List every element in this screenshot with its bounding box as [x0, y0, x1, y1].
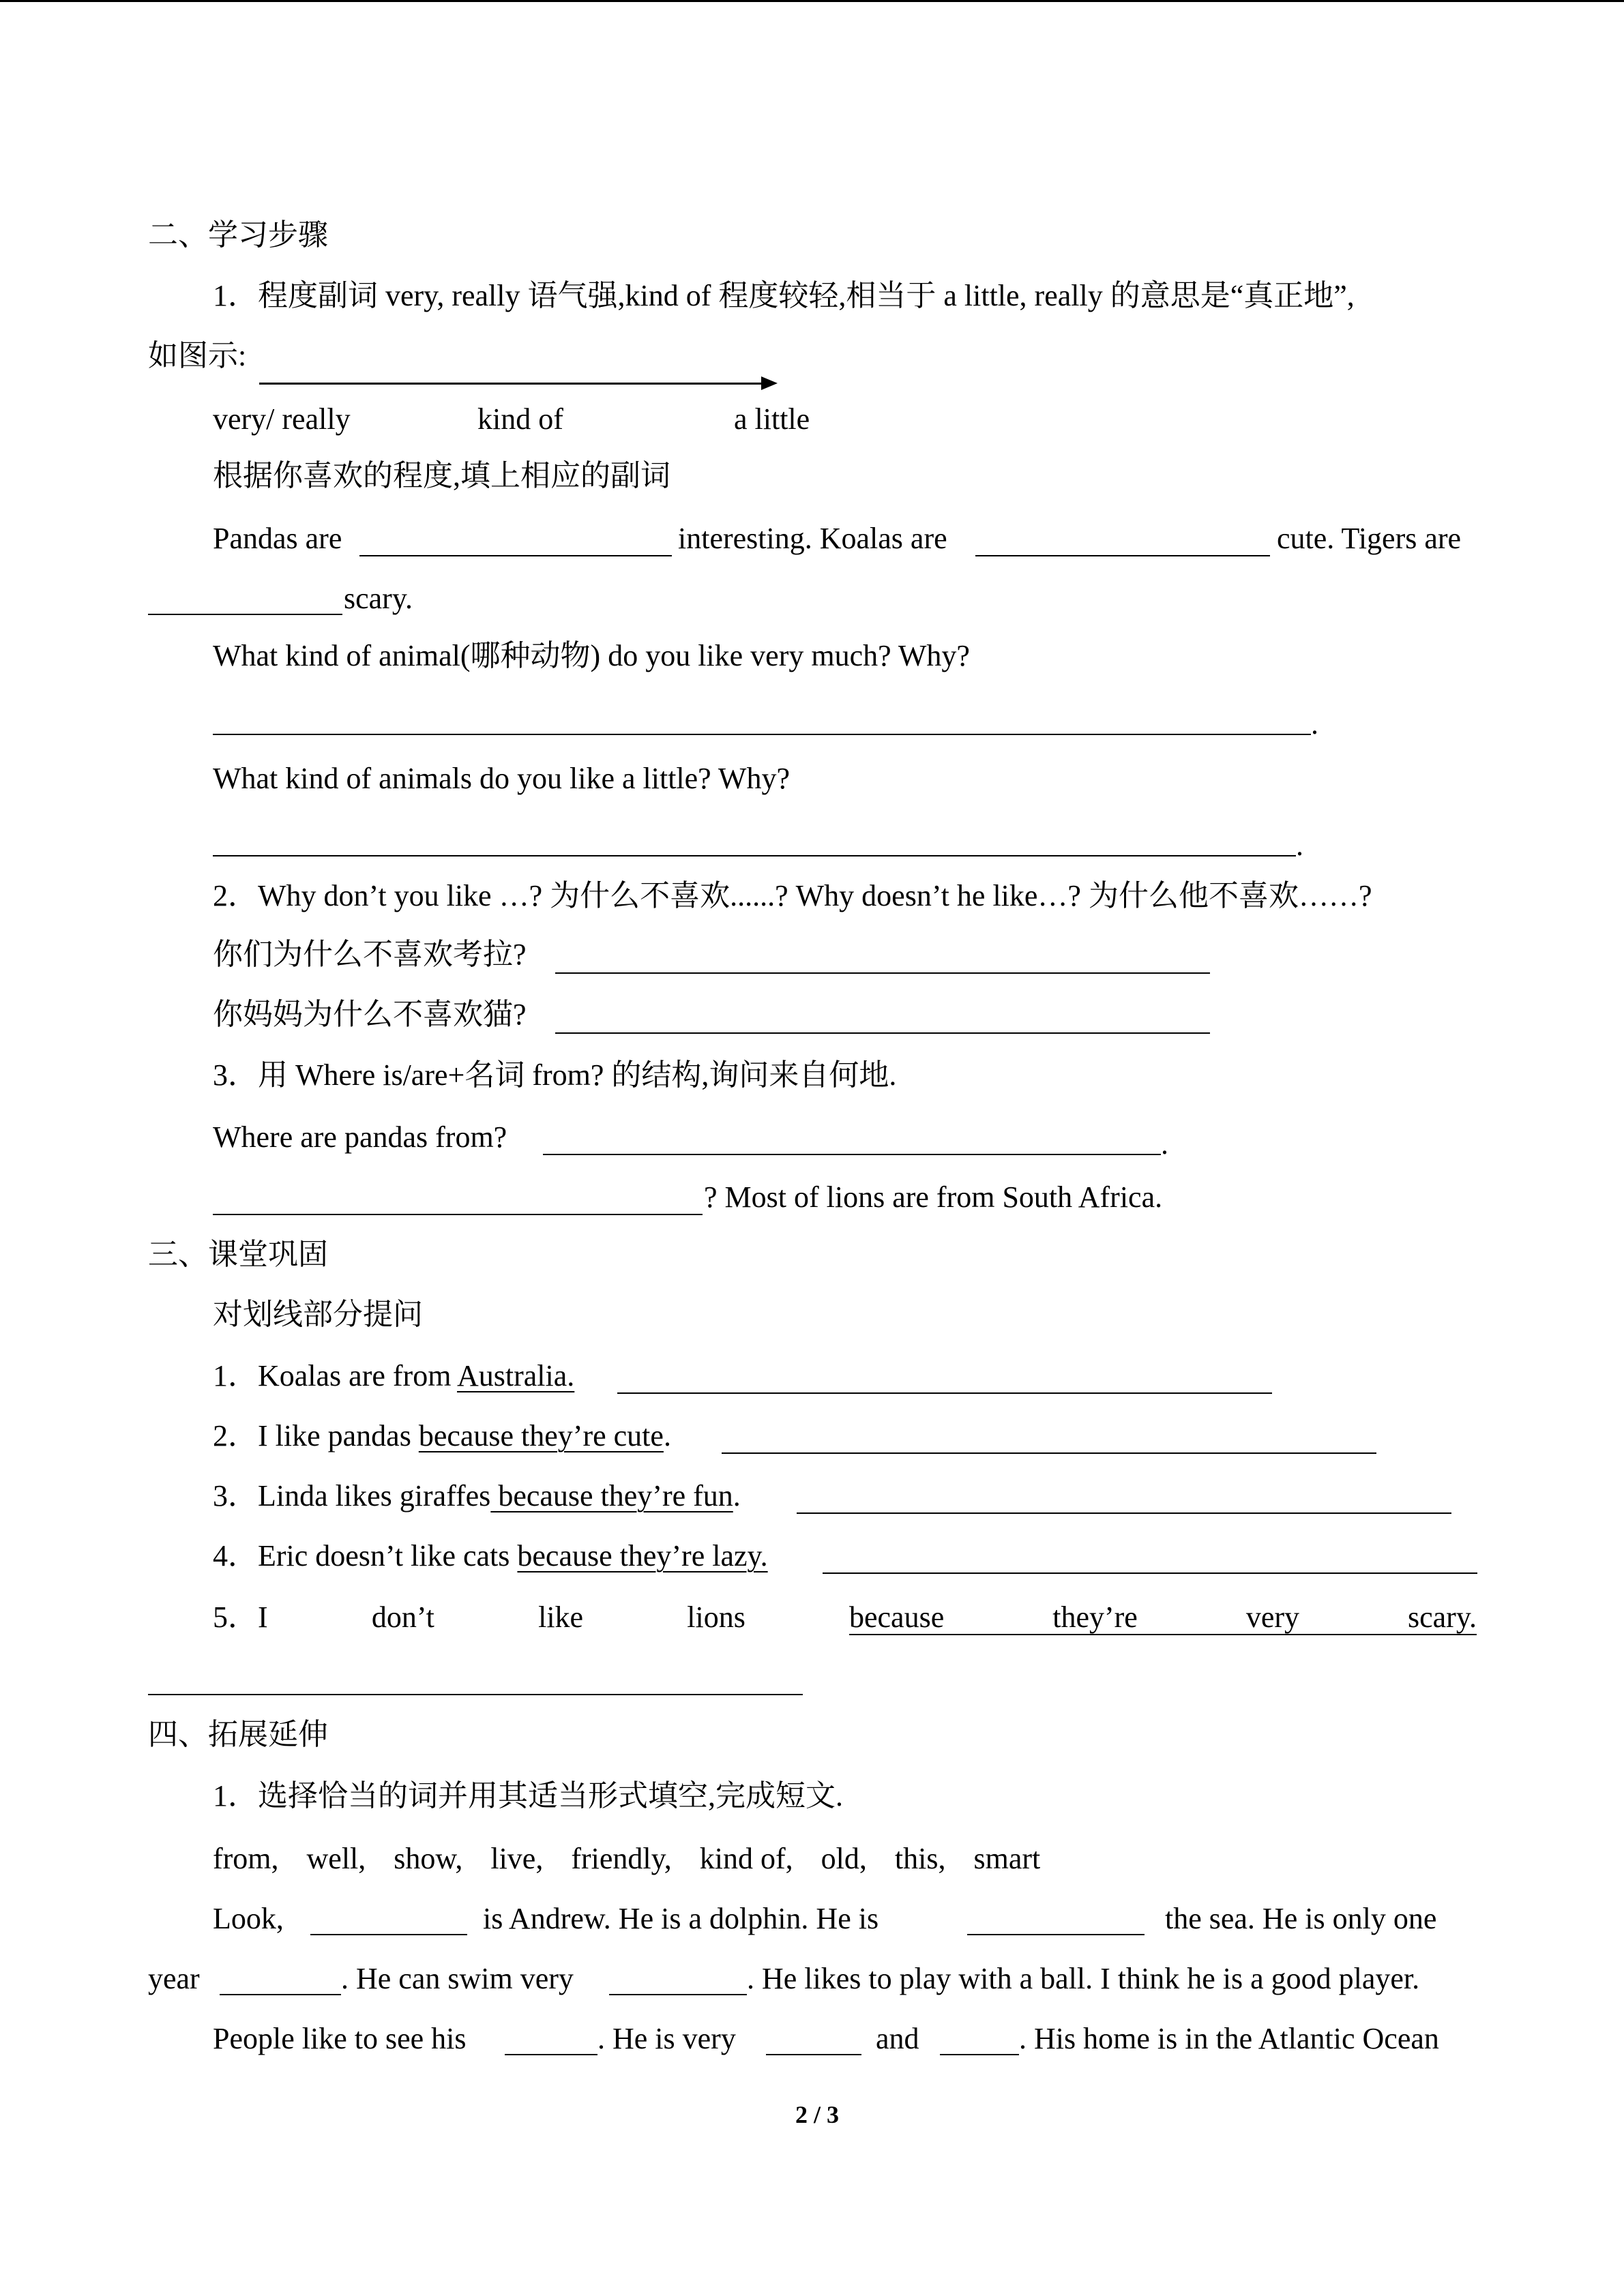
section-3-instruction: 对划线部分提问 [213, 1298, 423, 1331]
blank-passage-3[interactable] [220, 1994, 341, 1995]
answer-line-item-1[interactable] [617, 1392, 1272, 1394]
item-5-ul-word: very [1245, 1600, 1299, 1634]
item-3-underlined: because they’re fun [490, 1479, 733, 1512]
answer-line-item-4[interactable] [823, 1572, 1477, 1574]
degree-arrow-line [259, 383, 764, 385]
exercise-item-5 [213, 1602, 1477, 1635]
exercise-item-4 [213, 1541, 768, 1571]
page-number: 2 / 3 [795, 2101, 840, 2128]
scale-label-a-little: a little [734, 402, 810, 436]
item-3-text: 3．Linda likes giraffes [213, 1479, 491, 1512]
passage-line-3-b: . He is very [597, 2022, 736, 2055]
scary-text: scary. [344, 582, 413, 615]
paragraph-3: 3．用 Where is/are+名词 from? 的结构,询问来自何地. [213, 1058, 897, 1092]
paragraph-1-line-2: 如图示: [148, 339, 247, 372]
section-4-paragraph-1: 1．选择恰当的词并用其适当形式填空,完成短文. [213, 1779, 843, 1813]
answer-line-3[interactable] [555, 972, 1210, 974]
word-bank-item: smart [973, 1842, 1041, 1875]
passage-line-1-a: Look, [213, 1902, 284, 1935]
word-bank [213, 1844, 1040, 1874]
paragraph-1-line-1: 1．程度副词 very, really 语气强,kind of 程度较轻,相当于 a little, really 的意思是“真正地”, [213, 279, 1355, 312]
top-border [0, 0, 1624, 2]
pandas-text-a: Pandas are [213, 522, 342, 555]
passage-line-3-c: and [876, 2022, 919, 2055]
exercise-item-3 [213, 1481, 741, 1511]
arrow-head-icon [761, 376, 778, 390]
paragraph-2-question-1: 你们为什么不喜欢考拉? [213, 938, 527, 971]
passage-line-2-a: year [148, 1962, 200, 1995]
blank-passage-2[interactable] [967, 1934, 1145, 1935]
blank-koalas[interactable] [975, 555, 1270, 556]
passage-line-2-b: . He can swim very [341, 1962, 574, 1995]
word-bank-item: this, [894, 1842, 946, 1875]
answer-period-3: . [1161, 1127, 1168, 1161]
item-4-underlined: because they’re lazy. [517, 1539, 768, 1572]
passage-line-3-d: . His home is in the Atlantic Ocean [1019, 2022, 1439, 2055]
blank-tigers[interactable] [148, 614, 342, 615]
paragraph-2: 2．Why don’t you like …? 为什么不喜欢......? Why doesn’t he like…? 为什么他不喜欢……? [213, 879, 1372, 912]
word-bank-item: live, [490, 1842, 544, 1875]
scale-label-very-really: very/ really [213, 402, 351, 436]
item-3-post: . [733, 1479, 741, 1512]
item-5-word: like [538, 1600, 584, 1634]
blank-pandas[interactable] [359, 555, 672, 556]
exercise-item-1 [213, 1361, 574, 1391]
answer-line-1[interactable] [213, 734, 1311, 735]
paragraph-3-question-1: Where are pandas from? [213, 1120, 507, 1154]
answer-line-2[interactable] [213, 855, 1296, 856]
word-bank-item: friendly, [571, 1842, 672, 1875]
passage-line-2-c: . He likes to play with a ball. I think he is a good player. [747, 1962, 1420, 1995]
passage-line-3-a: People like to see his [213, 2022, 467, 2055]
word-bank-item: show, [394, 1842, 463, 1875]
answer-line-item-5[interactable] [148, 1694, 803, 1695]
item-5-ul-word: they’re [1052, 1600, 1138, 1634]
question-like-a-little: What kind of animals do you like a little? Why? [213, 762, 790, 795]
item-2-post: . [663, 1419, 671, 1452]
paragraph-2-question-2: 你妈妈为什么不喜欢猫? [213, 998, 527, 1031]
answer-line-6[interactable] [213, 1214, 703, 1215]
answer-period-1: . [1311, 707, 1318, 741]
pandas-text-b: interesting. Koalas are [678, 522, 947, 555]
answer-period-2: . [1296, 829, 1303, 862]
passage-line-1-c: the sea. He is only one [1165, 1902, 1437, 1935]
fill-instruction: 根据你喜欢的程度,填上相应的副词 [213, 459, 670, 492]
item-5-ul-word: scary. [1407, 1600, 1477, 1634]
question-like-very-much: What kind of animal(哪种动物) do you like very much? Why? [213, 639, 970, 672]
section-heading-3: 三、课堂巩固 [148, 1238, 328, 1271]
answer-line-4[interactable] [555, 1032, 1210, 1034]
word-bank-item: well, [306, 1842, 366, 1875]
item-5-word: lions [687, 1600, 745, 1634]
section-heading-4: 四、拓展延伸 [148, 1718, 328, 1751]
item-2-text: 2．I like pandas [213, 1419, 419, 1452]
item-5-ul-word: because [849, 1600, 945, 1634]
blank-passage-5[interactable] [505, 2054, 597, 2055]
item-5-word: don’t [371, 1600, 434, 1634]
blank-passage-7[interactable] [940, 2054, 1019, 2055]
scale-label-kind-of: kind of [477, 402, 563, 436]
item-5-word: 5．I [213, 1600, 268, 1634]
answer-line-item-2[interactable] [722, 1452, 1376, 1454]
item-1-underlined: Australia. [457, 1359, 575, 1392]
paragraph-3-question-2: ? Most of lions are from South Africa. [704, 1180, 1163, 1214]
word-bank-item: kind of, [699, 1842, 793, 1875]
section-heading-2: 二、学习步骤 [148, 218, 328, 252]
blank-passage-6[interactable] [766, 2054, 861, 2055]
item-5-underlined [849, 1602, 1477, 1635]
answer-line-5[interactable] [543, 1154, 1161, 1155]
item-4-text: 4．Eric doesn’t like cats [213, 1539, 518, 1572]
item-1-text: 1．Koalas are from [213, 1359, 457, 1392]
exercise-item-2 [213, 1421, 671, 1451]
passage-line-1-b: is Andrew. He is a dolphin. He is [483, 1902, 879, 1935]
blank-passage-1[interactable] [310, 1934, 467, 1935]
blank-passage-4[interactable] [609, 1994, 747, 1995]
answer-line-item-3[interactable] [797, 1512, 1451, 1514]
pandas-text-c: cute. Tigers are [1277, 522, 1462, 555]
word-bank-item: from, [213, 1842, 279, 1875]
item-2-underlined: because they’re cute [418, 1419, 664, 1452]
word-bank-item: old, [821, 1842, 867, 1875]
